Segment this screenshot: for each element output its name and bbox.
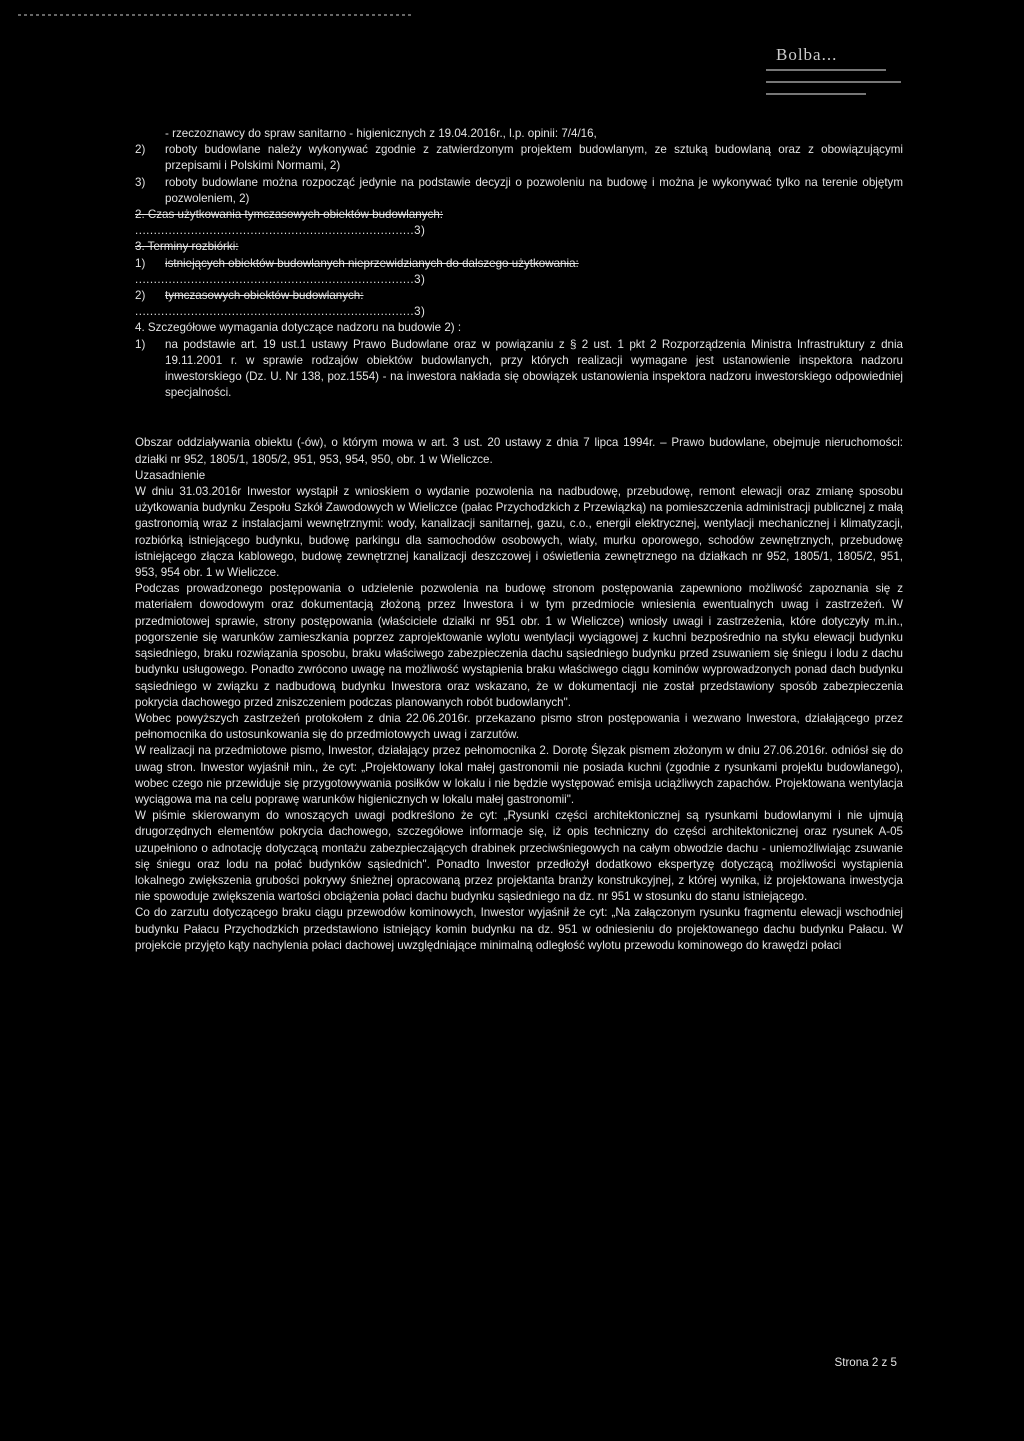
section-3-label: 3. Terminy rozbiórki: xyxy=(135,240,239,254)
stamp-line xyxy=(766,81,901,83)
section-2-label: 2. Czas użytkowania tymczasowych obiektów budowlanych: xyxy=(135,208,444,222)
justification-heading: Uzasadnienie xyxy=(135,468,206,482)
paragraph: Wobec powyższych zastrzeżeń protokołem z dnia 22.06.2016r. przekazano pismo stron postępowania i wezwano Inwestora, działającego przez pełnomocnika do ustosunkowania się do przedmiotowych uwag i zarzutów. xyxy=(135,711,903,742)
paragraph: Co do zarzutu dotyczącego braku ciągu przewodów kominowych, Inwestor wyjaśnił że cyt: „Na załączonym rysunku fragmentu elewacji wschodniej budynku Pałacu Przychodzkich przedstawiono istniejący komin budynku na dz. 951 w odniesieniu do projektowanego dachu budynku Pałacu. W projekcie przyjęto kąty nachylenia połaci dachowej uwzględniające minimalną odległość wylotu przewodu kominowego do krawędzi połaci xyxy=(135,906,903,952)
list-item xyxy=(135,256,903,272)
list-item xyxy=(135,288,903,304)
list-number: 1) xyxy=(135,337,146,351)
list-text: roboty budowlane można rozpocząć jedynie na podstawie decyzji o pozwoleniu na budowę i można je wykonywać tylko na terenie objętym pozwoleniem, 2) xyxy=(165,175,903,205)
paragraph: W realizacji na przedmiotowe pismo, Inwestor, działający przez pełnomocnika 2. Dorotę Ślęzak pismem złożonym w dniu 27.06.2016r. odniósł się do uwag stron. Inwestor wyjaśnił min., że cyt: „Projektowany lokal małej gastronomii nie posiada kuchni (zgodnie z rysunkami projektu budowlanego), wobec czego nie przewiduje się przygotowywania posiłków w lokalu i nie będzie występować emisja uciążliwych zapachów. Projektowana wentylacja wyciągowa ma na celu poprawę warunków higienicznych w lokalu małej gastronomii". xyxy=(135,744,903,806)
list-text: na podstawie art. 19 ust.1 ustawy Prawo Budowlane oraz w powiązaniu z § 2 ust. 1 pkt 2 Rozporządzenia Ministra Infrastruktury z dnia 19.11.2001 r. w sprawie rodzajów obiektów budowlanych, przy których realizacji wymagane jest ustanowienie inspektora nadzoru inwestorskiego (Dz. U. Nr 138, poz.1554) - na inwestora nakłada się obowiązek ustanowienia inspektora nadzoru inwestorskiego odpowiedniej specjalności. xyxy=(165,337,903,400)
list-item xyxy=(135,175,903,207)
dots-line: ...........................................................................3) xyxy=(135,305,426,319)
list-number: 2) xyxy=(135,289,146,303)
official-stamp xyxy=(760,45,910,115)
list-number: 2) xyxy=(135,143,146,157)
impact-area-paragraph: Obszar oddziaływania obiektu (-ów), o którym mowa w art. 3 ust. 20 ustawy z dnia 7 lipca 1994r. – Prawo budowlane, obejmuje nieruchomości: działki nr 952, 1805/1, 1805/2, 951, 953, 954, 950, obr. 1 w Wieliczce. xyxy=(135,436,903,466)
list-number: 3) xyxy=(135,175,146,189)
list-text: tymczasowych obiektów budowlanych: xyxy=(165,289,364,303)
stamp-line xyxy=(766,93,866,95)
section-4-label: 4. Szczegółowe wymagania dotyczące nadzoru na budowie 2) : xyxy=(135,321,462,335)
page-number: Strona 2 z 5 xyxy=(834,1356,897,1369)
scan-edge-artifact xyxy=(18,14,413,16)
list-item xyxy=(135,337,903,402)
list-item xyxy=(135,142,903,174)
dots-line: ...........................................................................3) xyxy=(135,272,426,286)
paragraph: W piśmie skierowanym do wnoszących uwagi podkreślono że cyt: „Rysunki części architektonicznej są rysunkami budowlanymi i nie ujmują drugorzędnych elementów pokrycia dachowego, szczegółowe informacje się, iż opis techniczny do części architektonicznej oraz rysunek A-05 uzupełniono o adnotację dotyczącą montażu zabezpieczających drabinek przeciwśniegowych na całym obwodzie dachu - uniemożliwiając zsuwanie się śniegu oraz lodu na połać budynków sąsiednich". Ponadto Inwestor przedłożył dodatkowo ekspertyzę dotyczącą możliwości wystąpienia lokalnego zwiększenia grubości pokrywy śnieżnej opracowaną przez projektanta branży konstrukcyjnej, z której wynika, iż projektowana inwestycja nie spowoduje zwiększenia wartości obciążenia połaci dachu budynku sąsiedniego na dz. nr 951 w stosunku do stanu istniejącego. xyxy=(135,809,903,904)
list-number: 1) xyxy=(135,256,146,270)
section-2-dots: ...........................................................................3) xyxy=(135,224,426,238)
paragraph: W dniu 31.03.2016r Inwestor wystąpił z wnioskiem o wydanie pozwolenia na nadbudowę, przebudowę, remont elewacji oraz zmianę sposobu użytkowania budynku Zespołu Szkół Zawodowych w Wieliczce (pałac Przychodzkich z Przewiązką) na pomieszczenia administracji publicznej z małą gastronomią wraz z instalacjami wewnętrznymi: wody, kanalizacji sanitarnej, gazu, c.o., energii elektrycznej, wentylacji mechanicznej i klimatyzacji, rozbiórką istniejącego budynku, budowę parkingu dla samochodów osobowych, wiaty, murku oporowego, schodów zewnętrznych, przebudowę istniejącego złącza kablowego, budowę zewnętrznej kanalizacji deszczowej i oświetlenia zewnętrznego na działkach nr 952, 1805/1, 1805/2, 951, 953, 954 obr. 1 w Wieliczce. xyxy=(135,485,903,580)
paragraph: Podczas prowadzonego postępowania o udzielenie pozwolenia na budowę stronom postępowania zapewniono możliwość zapoznania się z materiałem dowodowym oraz dokumentacją złożoną przez Inwestora i w tym przedmiocie wniesienia ewentualnych uwag i zastrzeżeń. W przedmiotowej sprawie, strony postępowania (właściciele działki nr 951 obr. 1 w Wieliczce) wniosły uwagi i zastrzeżenia, które dotyczyły m.in., pogorszenie się warunków zamieszkania poprzez zaprojektowanie wylotu wentylacji wyciągowej z kuchni bezpośrednio na styku elewacji budynku sąsiedniego, braku rozwiązania sposobu, braku właściwego zabezpieczenia dachu sąsiedniego budynku przed zsuwaniem się śniegu i lodu z dachu budynku usługowego. Ponadto zwrócono uwagę na możliwość wystąpienia braku właściwego ciągu kominów wyprowadzonych ponad dach budynku sąsiedniego w związku z nadbudową budynku Inwestora oraz wskazano, że w dokumentacji nie został przedstawiony sposób zabezpieczenia pokrycia dachowego przed zniszczeniem podczas planowanych robót budowlanych". xyxy=(135,582,903,709)
stamp-line xyxy=(766,69,886,71)
list-text: istniejących obiektów budowlanych nieprzewidzianych do dalszego użytkowania: xyxy=(165,256,579,270)
list-text: roboty budowlane należy wykonywać zgodnie z zatwierdzonym projektem budowlanym, ze sztuką budowlaną oraz z obowiązującymi przepisami i Polskimi Normami, 2) xyxy=(165,143,903,173)
stamp-text: Bolba... xyxy=(776,45,838,64)
continuation-line: - rzeczoznawcy do spraw sanitarno - higienicznych z 19.04.2016r., l.p. opinii: 7/4/16, xyxy=(165,127,597,140)
document-body xyxy=(135,126,903,954)
